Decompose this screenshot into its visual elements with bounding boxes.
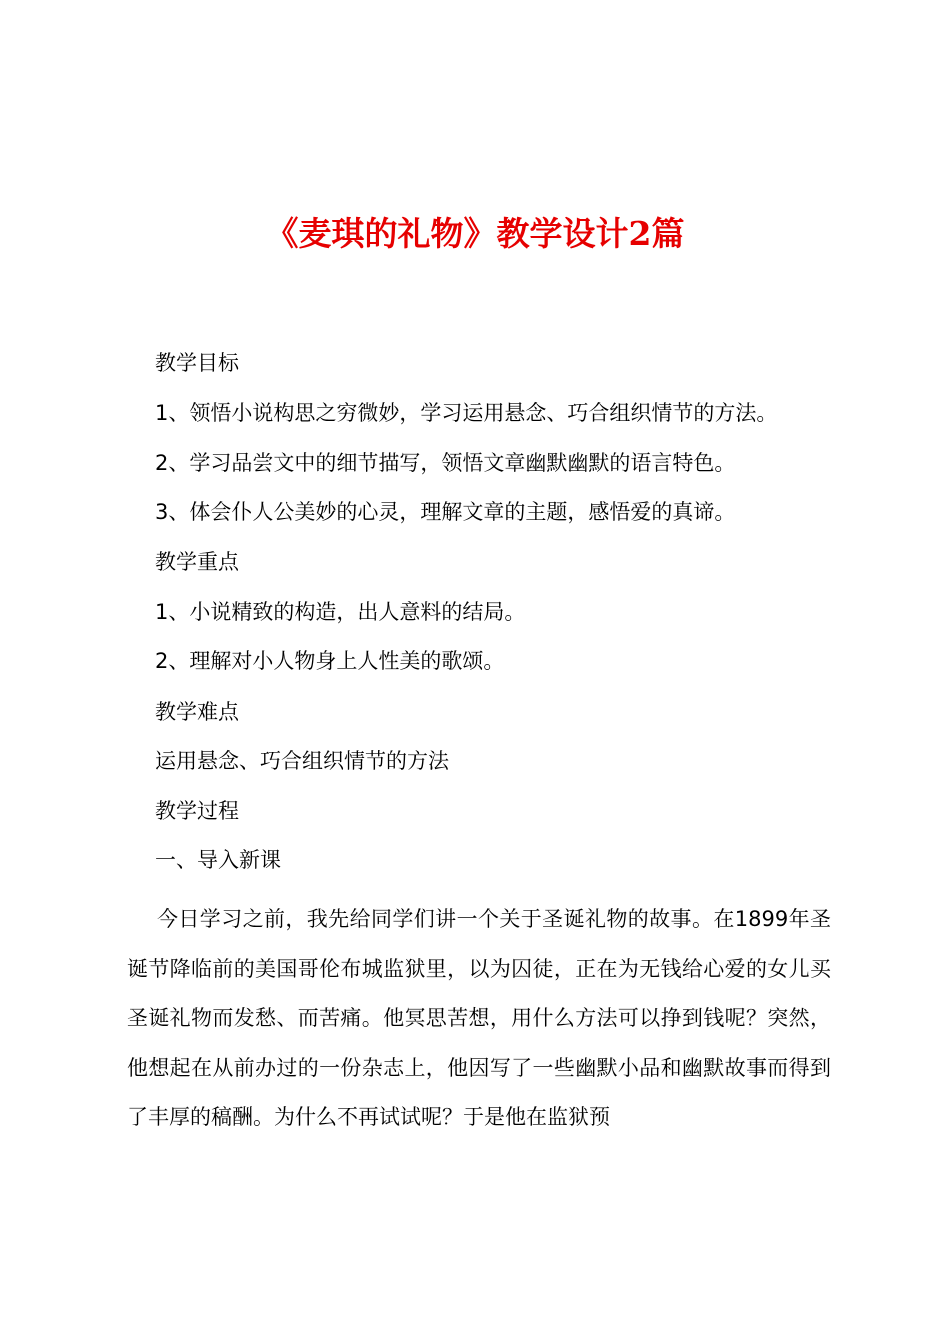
section-intro-heading: 一、导入新课 [155, 848, 281, 872]
key-point-item-2: 2、理解对小人物身上人性美的歌颂。 [155, 649, 505, 673]
goal-item-3: 3、体会仆人公美妙的心灵，理解文章的主题，感悟爱的真谛。 [155, 500, 736, 524]
heading-teaching-goals: 教学目标 [155, 351, 239, 375]
heading-key-points: 教学重点 [155, 550, 239, 574]
heading-teaching-process: 教学过程 [155, 799, 239, 823]
difficulty-text: 运用悬念、巧合组织情节的方法 [155, 749, 449, 773]
key-point-item-1: 1、小说精致的构造，出人意料的结局。 [155, 600, 526, 624]
intro-paragraph: 今日学习之前，我先给同学们讲一个关于圣诞礼物的故事。在1899年圣诞节降临前的美国哥伦布城监狱里，以为囚徒，正在为无钱给心爱的女儿买圣诞礼物而发愁、而苦痛。他冥思苦想，用什么方法可以挣到钱呢？突然，他想起在从前办过的一份杂志上，他因写了一些幽默小品和幽默故事而得到了丰厚的稿酬。为什么不再试试呢？于是他在监狱预 [127, 907, 831, 1129]
heading-difficulties: 教学难点 [155, 700, 239, 724]
goal-item-1: 1、领悟小说构思之穷微妙，学习运用悬念、巧合组织情节的方法。 [155, 401, 778, 425]
goal-item-2: 2、学习品尝文中的细节描写，领悟文章幽默幽默的语言特色。 [155, 451, 736, 475]
document-title: 《麦琪的礼物》教学设计2篇 [265, 214, 685, 253]
